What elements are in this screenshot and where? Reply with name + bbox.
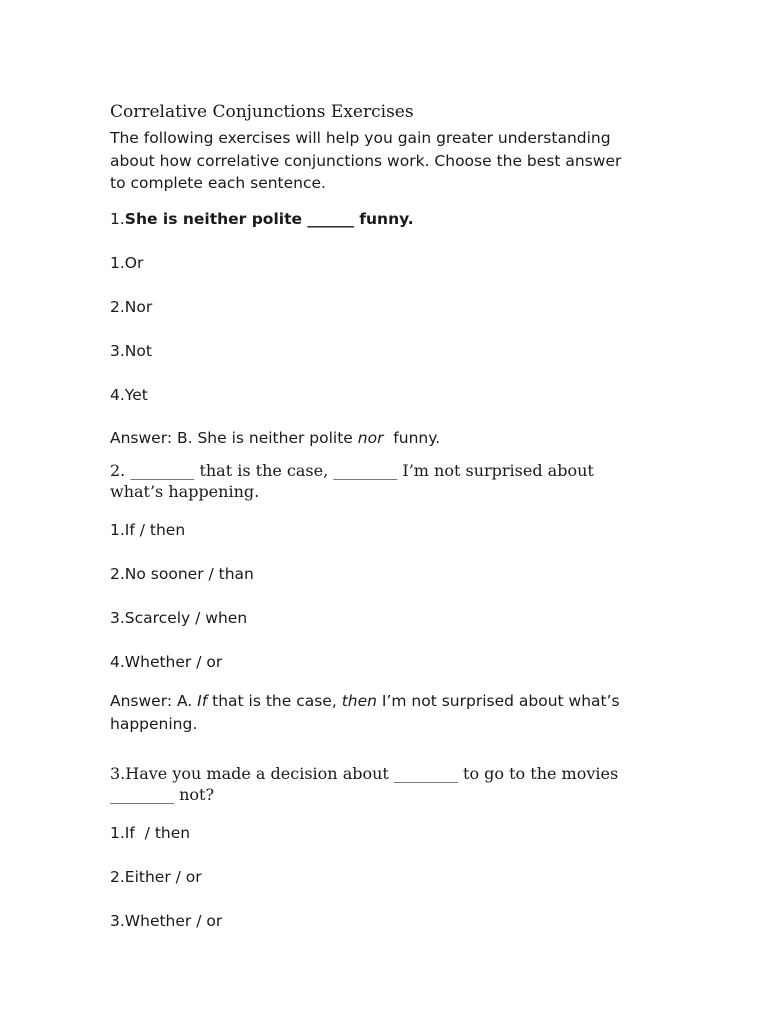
answer-emphasis: then <box>341 692 377 710</box>
question-1 <box>110 208 414 231</box>
question-text: She is neither polite ______ funny. <box>124 210 414 228</box>
question-text: ________ not? <box>110 784 215 804</box>
q1-option-d: 4.Yet <box>110 386 148 404</box>
q2-option-a: 1.If / then <box>110 521 186 539</box>
q3-option-b: 2.Either / or <box>110 868 202 886</box>
question-3 <box>110 764 618 805</box>
question-2 <box>110 461 594 502</box>
q3-option-c: 3.Whether / or <box>110 912 223 930</box>
intro-line: to complete each sentence. <box>110 174 326 192</box>
q1-option-c: 3.Not <box>110 342 152 360</box>
answer-text: I’m not surprised about what’s <box>376 692 620 710</box>
q2-option-d: 4.Whether / or <box>110 653 223 671</box>
answer-text: that is the case, <box>207 692 342 710</box>
q2-answer <box>110 690 620 735</box>
intro-line: The following exercises will help you gain greater understanding <box>110 129 611 147</box>
page-title: Correlative Conjunctions Exercises <box>110 102 414 122</box>
answer-text: Answer: A. <box>110 692 198 710</box>
intro-line: about how correlative conjunctions work. Choose the best answer <box>110 151 622 170</box>
q1-answer <box>110 427 440 450</box>
q1-option-a: 1.Or <box>110 254 144 272</box>
question-text: 3.Have you made a decision about ________ to go to the movies <box>110 764 619 783</box>
question-number: 1. <box>110 210 125 228</box>
answer-emphasis: If <box>197 692 208 710</box>
q3-option-a: 1.If / then <box>110 824 191 842</box>
q2-option-b: 2.No sooner / than <box>110 565 254 583</box>
q2-option-c: 3.Scarcely / when <box>110 609 248 627</box>
answer-text: Answer: B. She is neither polite <box>110 429 358 447</box>
answer-emphasis: nor <box>357 429 384 447</box>
intro-paragraph <box>110 127 650 195</box>
q1-option-b: 2.Nor <box>110 298 153 316</box>
question-text: 2. ________ that is the case, ________ I’m not surprised about <box>110 461 594 480</box>
question-text: what’s happening. <box>110 481 260 501</box>
answer-text: funny. <box>383 429 441 447</box>
answer-text: happening. <box>110 714 198 733</box>
